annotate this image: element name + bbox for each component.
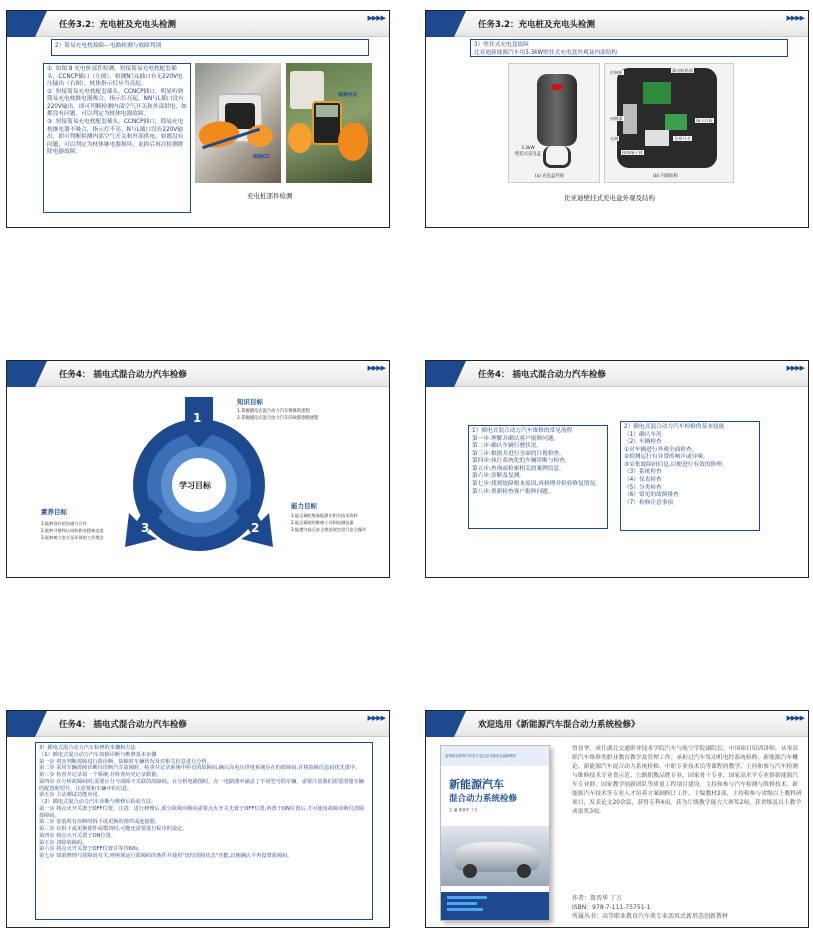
header-accent (7, 711, 47, 737)
charger-photo-left (195, 63, 281, 183)
slide-header (426, 711, 808, 737)
figure-caption: 比亚迪壁挂式充电盒外观及结构 (564, 194, 655, 202)
ability-goal-item: 3.能遵守高压安全规范规定进行安全操作 (291, 527, 367, 532)
arrow-number-3: 3 (141, 521, 150, 535)
book-series-banner: 高等职业教育汽车类专业活页式新形态创新教材 (445, 754, 517, 758)
arrow-number-1: 1 (193, 411, 202, 425)
label-breaker: 漏电断路器 (672, 68, 693, 73)
photo-label-voltage: 检测电压 (338, 93, 358, 98)
quality-goal-item: 1.能够良好的沟通与合作 (41, 521, 87, 526)
header-decoration: ▶▶▶▶ (367, 364, 385, 372)
charger-internal-photo (604, 63, 734, 183)
subtitle-box: 2）简易充电枕故障-- 电路检测与故障判别 (51, 39, 369, 56)
figure-caption: 充电桩部件检测 (247, 192, 293, 200)
ability-goal-title: 能力目标 (291, 502, 317, 510)
label-indicator-board: 指示灯板 (696, 118, 713, 123)
book-cover (440, 745, 550, 921)
slide-thumbnail-1[interactable] (6, 10, 390, 228)
maintenance-process-box: 1）插电式混合动力汽车维修的常见流程 第一步:理解并确认客户报修问题。 第二步:确认车辆行驶状况。 第三步:根据并进行全面的目视检查。 第四步:执行系统化的车辆诊断与检查。 第五步:查询或检索相关的案例信息。 第六步:诊断及复测。 第七步:找到故障根本原因,再修理并检验修复情况。 第八步:重新检查客户报修问题。 (468, 425, 608, 529)
photo-label-short: 短接CC (253, 155, 270, 160)
slide-title: 任务3.2：充电桩及充电头检测 (478, 20, 596, 30)
slide-header (426, 11, 808, 37)
knowledge-goal-item: 2.掌握插电式混合动力汽车的故障诊断流程 (237, 416, 319, 421)
slide-thumbnail-5[interactable] (6, 710, 390, 928)
charger-photo-right (286, 63, 372, 183)
slide-title: 欢迎选用《新能源汽车混合动力系统检修》 (478, 720, 640, 730)
sub-caption-b: (b) 内部结构 (653, 174, 678, 179)
header-decoration: ▶▶▶▶ (367, 14, 385, 22)
label-contactor: 接触器 (610, 116, 623, 121)
header-decoration: ▶▶▶▶ (786, 714, 804, 722)
header-accent (426, 711, 466, 737)
ability-goal-item: 1.能正确收集新能源车相关技术资料 (291, 513, 358, 518)
body-text-box: ① 如图 8 充电桩部件检测。短接简易充电枕配套插头，CCNCP插口（左图），检测N与L插口有无220V电压输出（右图），枕体指示灯应当亮起。 ② 短接简易充电枕配套插头，CCNCP插口，明显听到简易充电枕继电器吸合，指示灯亮起。NN与L插口没有220V输出，即可判断检测内部空气开关和外部供电，如都没有问题，可以判定为枕体电器故障。 ③ 短接简易充电枕配套插头，CCNCP插口，简易充电枕继电器不吸合，指示灯不亮。N与L插口没有220V输出，即可判断检测内部空气开关和外部供电，如都没有问题，可以判定为枕体继电器损坏，更换后再次检测排除电器故障。 (43, 63, 191, 213)
header-decoration: ▶▶▶▶ (786, 364, 804, 372)
subtitle-box: 3）壁挂式充电盒故障 比亚迪新能源汽车用3.3kW壁挂式充电盒外观及内部结构 (470, 39, 788, 57)
knowledge-goal-item: 1.掌握插电式混合动力汽车维修的流程 (237, 409, 310, 414)
slide-thumbnail-2[interactable] (425, 10, 809, 228)
slide-header (7, 711, 389, 737)
book-authors: 主 编 曾晋华 丁万 (449, 808, 478, 812)
label-emergency-stop: 急停开关 (674, 136, 691, 141)
author-bio: 曾晋华，成任湖北交通职业技术学院汽车与航空学院副院长、中国项目培训讲师。从事高职汽车维修类职业教育教学及管理工作。承担过汽车发动机电控系统检修、新能源汽车概论、新能源汽车混合动力系统检修、中职专业技术员等课程的教学。主持和参与汽车检测与维修技术专业省示范、公路职教品牌专业、国家骨干专业、国家高水平专业群新能源汽车专业群、国家教学创新团队等质量工程项目建设。主持和参与汽车检测与维修技术、新能源汽车技术等专业人才培养方案制修订工作，主编教材2部，主持和参与省级以上教科研项目，发表论文20余篇，获得专利4项，获为厅级教学能力大赛奖2项，获省级及以上教学成果奖3项。 (572, 746, 802, 815)
series-line: 所属丛书：高等职业教育汽车类专业活页式新形态创新教材 (572, 913, 729, 920)
header-accent (7, 11, 47, 37)
unit-label: 3.3kW 壁挂式充电盒 (515, 146, 541, 157)
knowledge-goal-title: 知识目标 (237, 398, 263, 406)
quality-goal-title: 素养目标 (41, 508, 67, 516)
slide-thumbnail-6[interactable] (425, 710, 809, 928)
learning-goals-diagram (7, 361, 390, 578)
header-accent (426, 11, 466, 37)
sub-caption-a: (a) 充电盒外观 (535, 174, 564, 179)
header-decoration: ▶▶▶▶ (367, 714, 385, 722)
ability-goal-item: 2.能正确使用维修工具和检测仪器 (291, 520, 354, 525)
book-title-line-2: 混合动力系统检修 (449, 794, 518, 804)
header-decoration: ▶▶▶▶ (786, 14, 804, 22)
slide-title: 任务4： 插电式混合动力汽车检修 (59, 720, 187, 730)
header-accent (426, 361, 466, 387)
quality-goal-item: 2.能够习惯和认同的职业精神态度 (41, 528, 104, 533)
basic-skills-box: 2）插电式混合动力汽车检修的基本技能 （1）确认车况 （2）车辆检查 ①对车辆进行外观全面检查。 ②检测运行有异常的响声或异味。 ③采集故障码信息,以便进行有效的修理。 （3）系统检查 （4）仪表检查 （5）分类检查 （6）常见的故障排查 （7）检修注意事项 (620, 421, 760, 531)
slide-thumbnail-3[interactable] (6, 360, 390, 578)
author-line: 作者：曾晋华 丁万 (572, 895, 622, 902)
label-terminal-block: 接线端子排 (622, 150, 643, 155)
steps-and-methods-box: 3）插电式混合动力汽车检修的步骤和方法 （1）插电式混合动力汽车故障诊断与维修基本步骤 第一步 初步判断故障进行故诊断、故障时车辆状况及对相关信息进行分析。 第二步 采用车辆故障诊断仪诊断汽车故障时，检查并记录系统中所有的故障码,确认高电压供电系统存在的故障码,并将故障信息码优先排序。 第三步 检查并记录每一个系统,并检查历史记录数据。 第四步 在分析故障码时,需要区分与故障不关联的故障码。在分析电路图时，在一电路图中涵盖了不同型号的车辆，需要注意我们需要清楚车辆的配置和型号，注意要和车辆中的信息。 第五步 主动测试功能应用。 （2）插电式混合动力汽车诊断与维修后检验方法: 第一步 将点火开关置于OFF位置。注意：进行修理后,部分故障诊断码需要点火开关先置于OFF位置,再置于ON位置后,才可使用故障诊断仪清除故障码。 第二步 安装所有诊断时拆下或更换的部件或连接器。 第三步 在拆下或更换部件或模块时,可能还需要进行程序的设定。 第四步 将点火开关置于ON位置。 第五步 清除故障码。 第六步 将点火开关置于OFF位置并等待60s。 第七步 如果修理与故障码有关,则再现运行故障码的条件并使用"冻结故障状态"功能,以便确认不再设置故障码。 (35, 742, 373, 920)
slide-title: 任务3.2：充电桩及充电头检测 (59, 20, 177, 30)
label-power: 电源 (610, 136, 619, 141)
slide-title: 任务4： 插电式混合动力汽车检修 (59, 370, 187, 380)
slide-thumbnail-4[interactable] (425, 360, 809, 578)
book-title-line-1: 新能源汽车 (449, 778, 504, 791)
slide-header (426, 361, 808, 387)
slide-title: 任务4： 插电式混合动力汽车检修 (478, 370, 606, 380)
isbn-line: ISBN：978-7-111-75751-1 (572, 904, 651, 911)
arrow-number-2: 2 (251, 521, 260, 535)
slide-header (7, 11, 389, 37)
center-label: 学习目标 (179, 481, 211, 490)
label-control-board: 控制板 (610, 70, 623, 75)
quality-goal-item: 3.能够树立安全及环保的工作理念 (41, 535, 104, 540)
charger-exterior-photo (508, 63, 600, 183)
